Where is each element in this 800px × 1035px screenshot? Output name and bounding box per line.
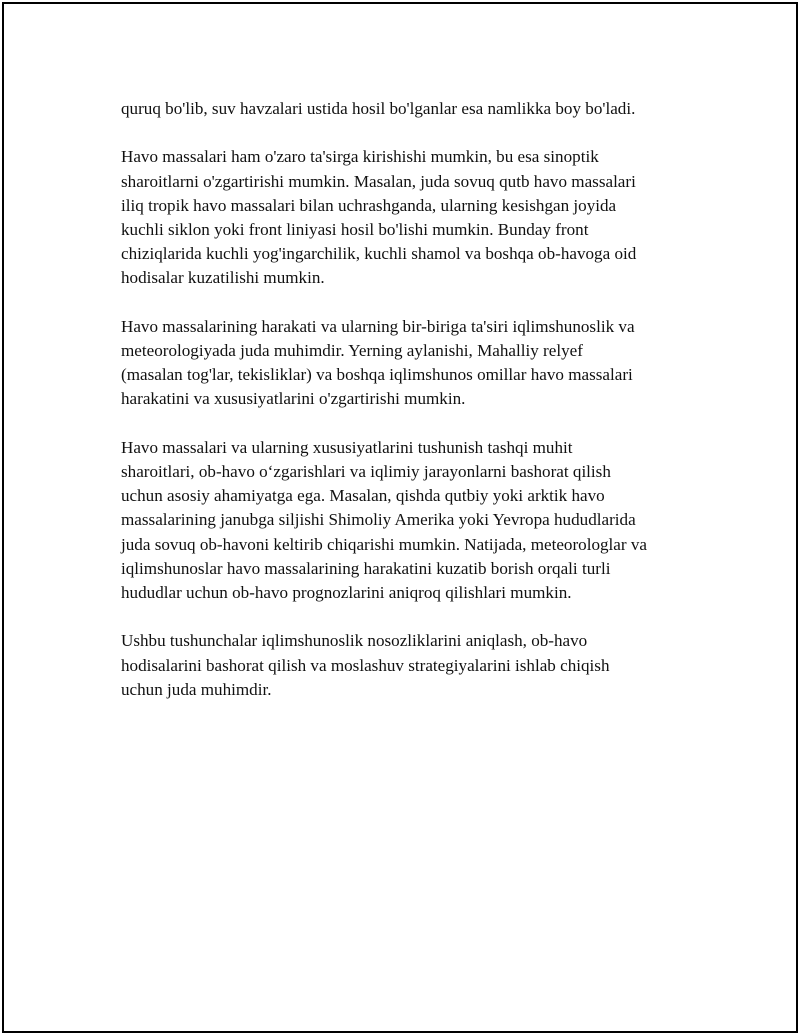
text-line: chiziqlarida kuchli yog'ingarchilik, kuchli shamol va boshqa ob-havoga oid: [121, 244, 637, 264]
text-line: harakatini va xususiyatlarini o'zgartirishi mumkin.: [121, 389, 466, 409]
text-line: uchun asosiy ahamiyatga ega. Masalan, qishda qutbiy yoki arktik havo: [121, 486, 605, 506]
text-line: Havo massalari ham o'zaro ta'sirga kirishishi mumkin, bu esa sinoptik: [121, 147, 599, 167]
text-line: hodisalarini bashorat qilish va moslashuv strategiyalarini ishlab chiqish: [121, 655, 610, 675]
text-line: Havo massalari va ularning xususiyatlarini tushunish tashqi muhit: [121, 437, 573, 457]
text-line: sharoitlarni o'zgartirishi mumkin. Masalan, juda sovuq qutb havo massalari: [121, 171, 636, 191]
text-line: Havo massalarining harakati va ularning bir-biriga ta'siri iqlimshunoslik va: [121, 316, 635, 336]
paragraph-2: [121, 145, 701, 290]
paragraph-3: [121, 315, 701, 412]
text-line: iliq tropik havo massalari bilan uchrashganda, ularning kesishgan joyida: [121, 195, 617, 215]
text-line: hodisalar kuzatilishi mumkin.: [121, 268, 325, 288]
text-line: juda sovuq ob-havoni keltirib chiqarishi mumkin. Natijada, meteorologlar va: [121, 534, 647, 554]
text-line: kuchli siklon yoki front liniyasi hosil bo'lishi mumkin. Bunday front: [121, 220, 589, 239]
text-line: quruq bo'lib, suv havzalari ustida hosil bo'lganlar esa namlikka boy bo'ladi.: [121, 99, 636, 118]
text-line: massalarining janubga siljishi Shimoliy Amerika yoki Yevropa hududlarida: [121, 510, 636, 530]
text-line: hududlar uchun ob-havo prognozlarini aniqroq qilishlari mumkin.: [121, 583, 572, 603]
paragraph-5: [121, 629, 701, 702]
document-page: [2, 2, 798, 1033]
text-line: uchun juda muhimdir.: [121, 679, 272, 699]
text-line: iqlimshunoslar havo massalarining harakatini kuzatib borish orqali turli: [121, 558, 611, 578]
text-line: (masalan tog'lar, tekisliklar) va boshqa iqlimshunos omillar havo massalari: [121, 365, 633, 385]
paragraph-1: [121, 97, 701, 121]
text-line: meteorologiyada juda muhimdir. Yerning aylanishi, Mahalliy relyef: [121, 341, 583, 360]
text-line: Ushbu tushunchalar iqlimshunoslik nosozliklarini aniqlash, ob-havo: [121, 631, 588, 651]
paragraph-4: [121, 436, 701, 605]
text-line: sharoitlari, ob-havo o‘zgarishlari va iqlimiy jarayonlarni bashorat qilish: [121, 462, 611, 481]
document-body: [121, 97, 701, 726]
